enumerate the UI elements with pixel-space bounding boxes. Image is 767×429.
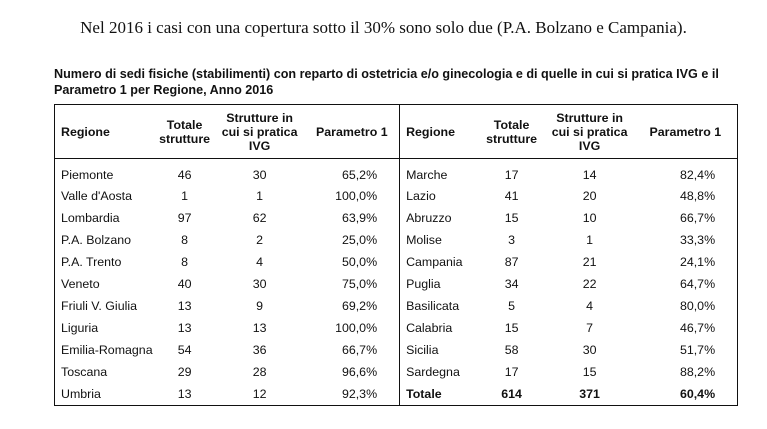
ivg-cell: 28 (252, 365, 267, 379)
table-row (55, 317, 738, 339)
total-regione-cell: Totale (406, 387, 442, 401)
totale-cell: 97 (177, 211, 192, 225)
totale-cell: 29 (177, 365, 192, 379)
ivg-cell: 20 (582, 189, 597, 203)
parametro-cell: 64,7% (679, 277, 716, 291)
parametro-cell: 80,0% (679, 299, 716, 313)
table-row (55, 295, 738, 317)
ivg-cell: 13 (252, 321, 267, 335)
parametro-cell: 50,0% (305, 251, 400, 273)
table-row (55, 185, 738, 207)
table-row (55, 207, 738, 229)
ivg-cell: 1 (256, 189, 264, 203)
totale-cell: 5 (508, 299, 516, 313)
ivg-cell: 21 (582, 255, 597, 269)
parametro-cell: 48,8% (679, 189, 716, 203)
parametro-cell: 46,7% (679, 321, 716, 335)
table-row (55, 383, 738, 406)
parametro-cell: 66,7% (305, 339, 400, 361)
ivg-cell: 22 (582, 277, 597, 291)
parametro-cell: 63,9% (305, 207, 400, 229)
ivg-cell: 62 (252, 211, 267, 225)
ivg-cell: 2 (256, 233, 264, 247)
regione-cell: Sardegna (406, 365, 460, 379)
regione-cell: P.A. Bolzano (61, 233, 132, 247)
regione-cell: Sicilia (406, 343, 439, 357)
table-row (55, 251, 738, 273)
header-regione-right: Regione (400, 105, 478, 159)
parametro-cell: 69,2% (305, 295, 400, 317)
totale-cell: 17 (504, 365, 519, 379)
regione-cell: Marche (406, 168, 448, 182)
regione-cell: Lombardia (61, 211, 120, 225)
table-row (55, 229, 738, 251)
header-parametro-left: Parametro 1 (305, 105, 400, 159)
regione-cell: Campania (406, 255, 463, 269)
parametro-cell: 51,7% (679, 343, 716, 357)
regione-cell: Veneto (61, 277, 100, 291)
totale-cell: 15 (504, 211, 519, 225)
regione-cell: Calabria (406, 321, 453, 335)
regione-cell: P.A. Trento (61, 255, 122, 269)
total-parametro-cell: 60,4% (679, 387, 716, 401)
table-body (55, 159, 738, 406)
parametro-cell: 100,0% (305, 317, 400, 339)
regione-cell: Umbria (61, 387, 101, 401)
parametro-cell: 92,3% (305, 383, 400, 406)
regione-cell: Molise (406, 233, 442, 247)
totale-cell: 54 (177, 343, 192, 357)
table-header-row (55, 105, 738, 159)
parametro-cell: 100,0% (305, 185, 400, 207)
header-parametro-right: Parametro 1 (634, 105, 738, 159)
ivg-cell: 4 (256, 255, 264, 269)
regione-cell: Abruzzo (406, 211, 452, 225)
parametro-cell: 82,4% (679, 168, 716, 182)
total-ivg-cell: 371 (579, 387, 600, 401)
ivg-cell: 1 (586, 233, 594, 247)
totale-cell: 46 (177, 168, 192, 182)
header-ivg-right: Strutture in cui si pratica IVG (546, 105, 634, 159)
parametro-cell: 88,2% (679, 365, 716, 379)
regione-cell: Piemonte (61, 168, 114, 182)
ivg-cell: 30 (582, 343, 597, 357)
regione-cell: Friuli V. Giulia (61, 299, 137, 313)
header-ivg-left: Strutture in cui si pratica IVG (215, 105, 305, 159)
ivg-cell: 15 (582, 365, 597, 379)
totale-cell: 87 (504, 255, 519, 269)
ivg-cell: 30 (252, 277, 267, 291)
parametro-cell: 66,7% (679, 211, 716, 225)
parametro-cell: 75,0% (305, 273, 400, 295)
table-row (55, 273, 738, 295)
header-totale-left: Totale strutture (155, 105, 215, 159)
totale-cell: 8 (181, 255, 189, 269)
ivg-cell: 12 (252, 387, 267, 401)
totale-cell: 17 (504, 168, 519, 182)
parametro-cell: 65,2% (305, 159, 400, 186)
regione-cell: Emilia-Romagna (61, 343, 153, 357)
ivg-cell: 9 (256, 299, 264, 313)
total-totale-cell: 614 (501, 387, 522, 401)
totale-cell: 13 (177, 321, 192, 335)
ivg-cell: 14 (582, 168, 597, 182)
totale-cell: 3 (508, 233, 516, 247)
parametro-cell: 96,6% (305, 361, 400, 383)
ivg-cell: 36 (252, 343, 267, 357)
totale-cell: 58 (504, 343, 519, 357)
ivg-cell: 10 (582, 211, 597, 225)
totale-cell: 40 (177, 277, 192, 291)
ivg-table (54, 104, 738, 406)
header-totale-right: Totale strutture (478, 105, 546, 159)
regione-cell: Toscana (61, 365, 108, 379)
regione-cell: Basilicata (406, 299, 460, 313)
parametro-cell: 25,0% (305, 229, 400, 251)
totale-cell: 13 (177, 387, 192, 401)
regione-cell: Liguria (61, 321, 99, 335)
intro-text: Nel 2016 i casi con una copertura sotto il 30% sono solo due (P.A. Bolzano e Campania). (80, 18, 687, 37)
table-row (55, 361, 738, 383)
totale-cell: 41 (504, 189, 519, 203)
ivg-cell: 4 (586, 299, 594, 313)
regione-cell: Lazio (406, 189, 436, 203)
header-regione-left: Regione (55, 105, 155, 159)
parametro-cell: 33,3% (679, 233, 716, 247)
ivg-cell: 7 (586, 321, 594, 335)
totale-cell: 15 (504, 321, 519, 335)
totale-cell: 34 (504, 277, 519, 291)
table-caption: Numero di sedi fisiche (stabilimenti) con reparto di ostetricia e/o ginecologia e di quelle in cui si pratica IVG e il Parametro 1 per Regione, Anno 2016 (54, 67, 719, 97)
parametro-cell: 24,1% (679, 255, 716, 269)
table-row (55, 159, 738, 186)
regione-cell: Puglia (406, 277, 441, 291)
totale-cell: 13 (177, 299, 192, 313)
ivg-cell: 30 (252, 168, 267, 182)
totale-cell: 1 (181, 189, 189, 203)
table-row (55, 339, 738, 361)
regione-cell: Valle d'Aosta (61, 189, 133, 203)
totale-cell: 8 (181, 233, 189, 247)
